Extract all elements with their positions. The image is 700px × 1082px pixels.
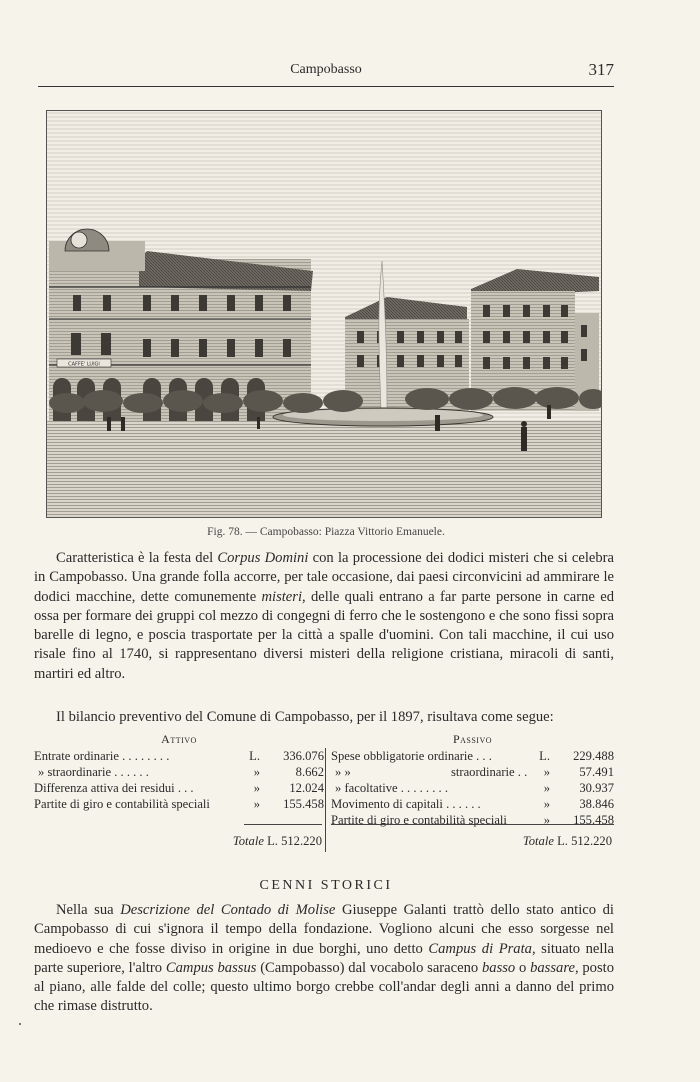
budget-table bbox=[34, 732, 616, 856]
budget-row: Partite di giro e contabilità speciali » 155.458 bbox=[34, 797, 324, 811]
passivo-total: Totale L. 512.220 bbox=[522, 834, 612, 848]
budget-row: Partite di giro e contabilità speciali » 155.458 bbox=[331, 813, 614, 827]
total-rule bbox=[244, 824, 322, 825]
paragraph-corpus-domini: Caratteristica è la festa del Corpus Domini con la processione dei dodici misteri che si celebra in Campobasso. Una grande folla accorre, per tale occasione, dai paesi circonvicini ad ammirare le dodici macchine, dette comunemente misteri, delle quali entrano a far parte persone in carne ed ossa per formare dei gruppi col mezzo di congegni di ferro che le sostengono e che sono fissi sopra barelle di legno, e poscia trasportate per la città a spalle d'uomini. Con tali macchine, il cui uso risale fino al 1740, si rappresentano diversi misteri della religione cristiana, miracoli di santi, martiri ed altro. bbox=[34, 550, 614, 682]
attivo-total: Totale L. 512.220 bbox=[232, 834, 322, 848]
passivo-heading: Passivo bbox=[452, 732, 493, 746]
page-number: 317 bbox=[588, 60, 614, 79]
passivo-column bbox=[331, 732, 614, 848]
figure-caption: Fig. 78. — Campobasso: Piazza Vittorio Emanuele. bbox=[207, 526, 445, 538]
budget-row: » straordinarie . . . . . . » 8.662 bbox=[38, 765, 324, 779]
engraving-illustration bbox=[46, 110, 602, 518]
attivo-heading: Attivo bbox=[161, 732, 197, 746]
header-rule bbox=[38, 86, 614, 87]
budget-row: » facoltative . . . . . . . . » 30.937 bbox=[335, 781, 614, 795]
budget-row: Entrate ordinarie . . . . . . . . L. 336.076 bbox=[34, 749, 324, 763]
budget-row: Differenza attiva dei residui . . . » 12.024 bbox=[34, 781, 324, 795]
attivo-column bbox=[34, 732, 324, 848]
paragraph-bilancio: Il bilancio preventivo del Comune di Campobasso, per il 1897, risultava come segue: bbox=[56, 709, 554, 725]
piazza-engraving bbox=[47, 111, 601, 517]
running-title: Campobasso bbox=[290, 62, 362, 77]
total-rule bbox=[331, 824, 614, 825]
section-heading: CENNI STORICI bbox=[259, 878, 393, 893]
budget-row: Movimento di capitali . . . . . . » 38.846 bbox=[331, 797, 614, 811]
running-header bbox=[38, 62, 614, 84]
svg-text:CAFFE' LUIGI: CAFFE' LUIGI bbox=[68, 361, 100, 368]
page-speck bbox=[19, 1023, 21, 1025]
column-divider bbox=[325, 748, 326, 852]
paragraph-cenni-storici: Nella sua Descrizione del Contado di Molise Giuseppe Galanti trattò dello stato antico di Campobasso di cui s'ignora il tempo della fondazione. Vogliono alcuni che esso sorgesse nel medioevo e che fosse diviso in origine in due borghi, uno detto Campus di Prata, situato nella parte superiore, l'altro Campus bassus (Campobasso) dal vocabolo saraceno basso o bassare, posto al piano, alle falde del colle; questo ultimo borgo crebbe coll'andar degli anni a danno del primo che rimase distrutto. bbox=[34, 902, 615, 1015]
budget-row: Spese obbligatorie ordinarie . . . L. 229.488 bbox=[331, 749, 614, 763]
budget-row: » » straordinarie . . » 57.491 bbox=[335, 765, 614, 779]
